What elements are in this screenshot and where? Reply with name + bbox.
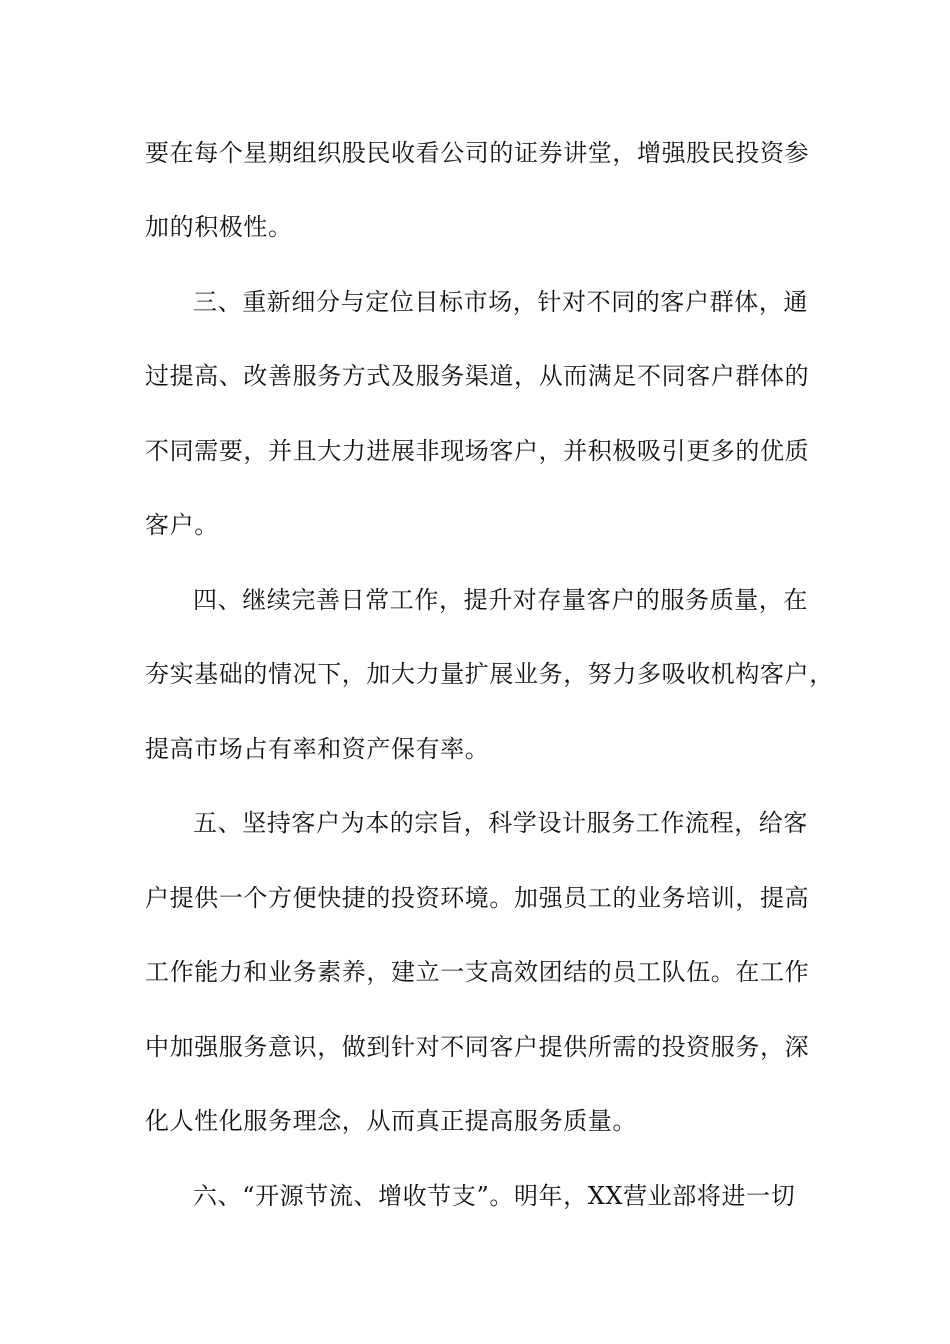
paragraph-6-first-line: 六、“开源节流、增收节支”。明年，XX营业部将进一切 (193, 1182, 796, 1210)
paragraph-3-first-line: 三、重新细分与定位目标市场，针对不同的客户群体，通 (193, 288, 808, 316)
text-line: 化人性化服务理念，从而真正提高服务质量。 (145, 1107, 637, 1135)
text-line: 加的积极性。 (145, 213, 293, 241)
text-line: 工作能力和业务素养，建立一支高效团结的员工队伍。在工作 (145, 958, 810, 986)
paragraph-4-first-line: 四、继续完善日常工作，提升对存量客户的服务质量，在 (193, 586, 808, 614)
text-line: 要在每个星期组织股民收看公司的证券讲堂，增强股民投资参 (145, 139, 810, 167)
text-line: 户提供一个方便快捷的投资环境。加强员工的业务培训，提高 (145, 884, 810, 912)
text-line: 过提高、改善服务方式及服务渠道，从而满足不同客户群体的 (145, 362, 810, 390)
text-line: 中加强服务意识，做到针对不同客户提供所需的投资服务，深 (145, 1033, 810, 1061)
text-line: 提高市场占有率和资产保有率。 (145, 735, 490, 763)
text-line: 夯实基础的情况下，加大力量扩展业务，努力多吸收机构客户， (145, 660, 834, 688)
text-line: 客户。 (145, 511, 219, 539)
paragraph-5-first-line: 五、坚持客户为本的宗旨，科学设计服务工作流程，给客 (193, 809, 808, 837)
text-line: 不同需要，并且大力进展非现场客户，并积极吸引更多的优质 (145, 437, 810, 465)
